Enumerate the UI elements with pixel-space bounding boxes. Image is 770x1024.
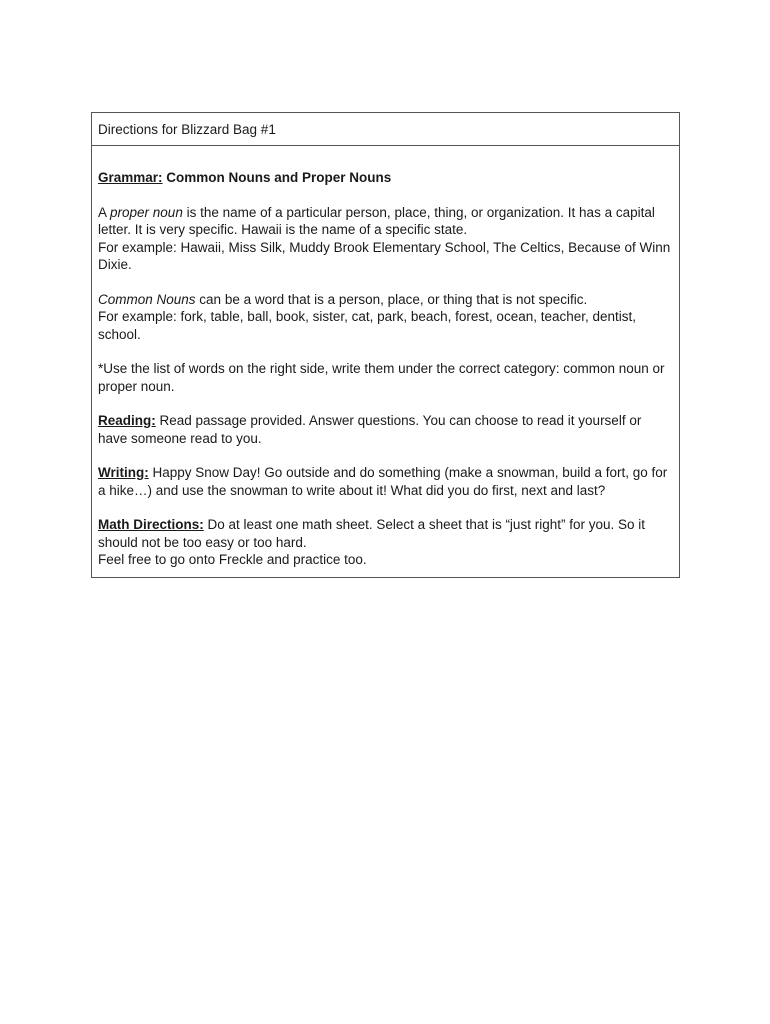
math-paragraph [98,516,673,569]
table-header [92,113,679,146]
reading-paragraph [98,412,673,447]
table-body [92,146,679,577]
common-noun-term: Common Nouns [98,291,196,307]
math-text: Do at least one math sheet. Select a sheet that is “just right” for you. So it should not be too easy or too hard. [98,517,645,550]
math-label: Math Directions: [98,517,204,532]
header-title: Directions for Blizzard Bag #1 [98,122,276,137]
directions-table [91,112,680,578]
grammar-topic: Common Nouns and Proper Nouns [162,170,392,185]
grammar-heading [98,169,673,187]
reading-label: Reading: [98,413,156,428]
writing-label: Writing: [98,465,149,480]
proper-noun-paragraph [98,204,673,274]
proper-noun-term: A proper noun [98,204,183,220]
common-noun-paragraph [98,291,673,344]
common-noun-definition: can be a word that is a person, place, or thing that is not specific. [195,291,588,307]
grammar-label: Grammar: [98,170,163,185]
grammar-instruction: *Use the list of words on the right side, write them under the correct category: common noun or proper noun. [98,361,665,394]
common-noun-example: For example: fork, table, ball, book, sister, cat, park, beach, forest, ocean, teacher, dentist, school. [98,309,637,342]
reading-text: Read passage provided. Answer questions. You can choose to read it yourself or have someone read to you. [98,413,642,446]
writing-text: Happy Snow Day! Go outside and do something (make a snowman, build a fort, go for a hike…) and use the snowman to write about it! What did you do first, next and last? [98,465,668,498]
proper-noun-example: For example: Hawaii, Miss Silk, Muddy Brook Elementary School, The Celtics, Because of Winn Dixie. [98,239,671,272]
proper-noun-definition: is the name of a particular person, place, thing, or organization. It has a capital letter. It is very specific. Hawaii is the name of a specific state. [98,204,655,237]
writing-paragraph [98,464,673,499]
math-freckle: Feel free to go onto Freckle and practice too. [98,552,367,567]
